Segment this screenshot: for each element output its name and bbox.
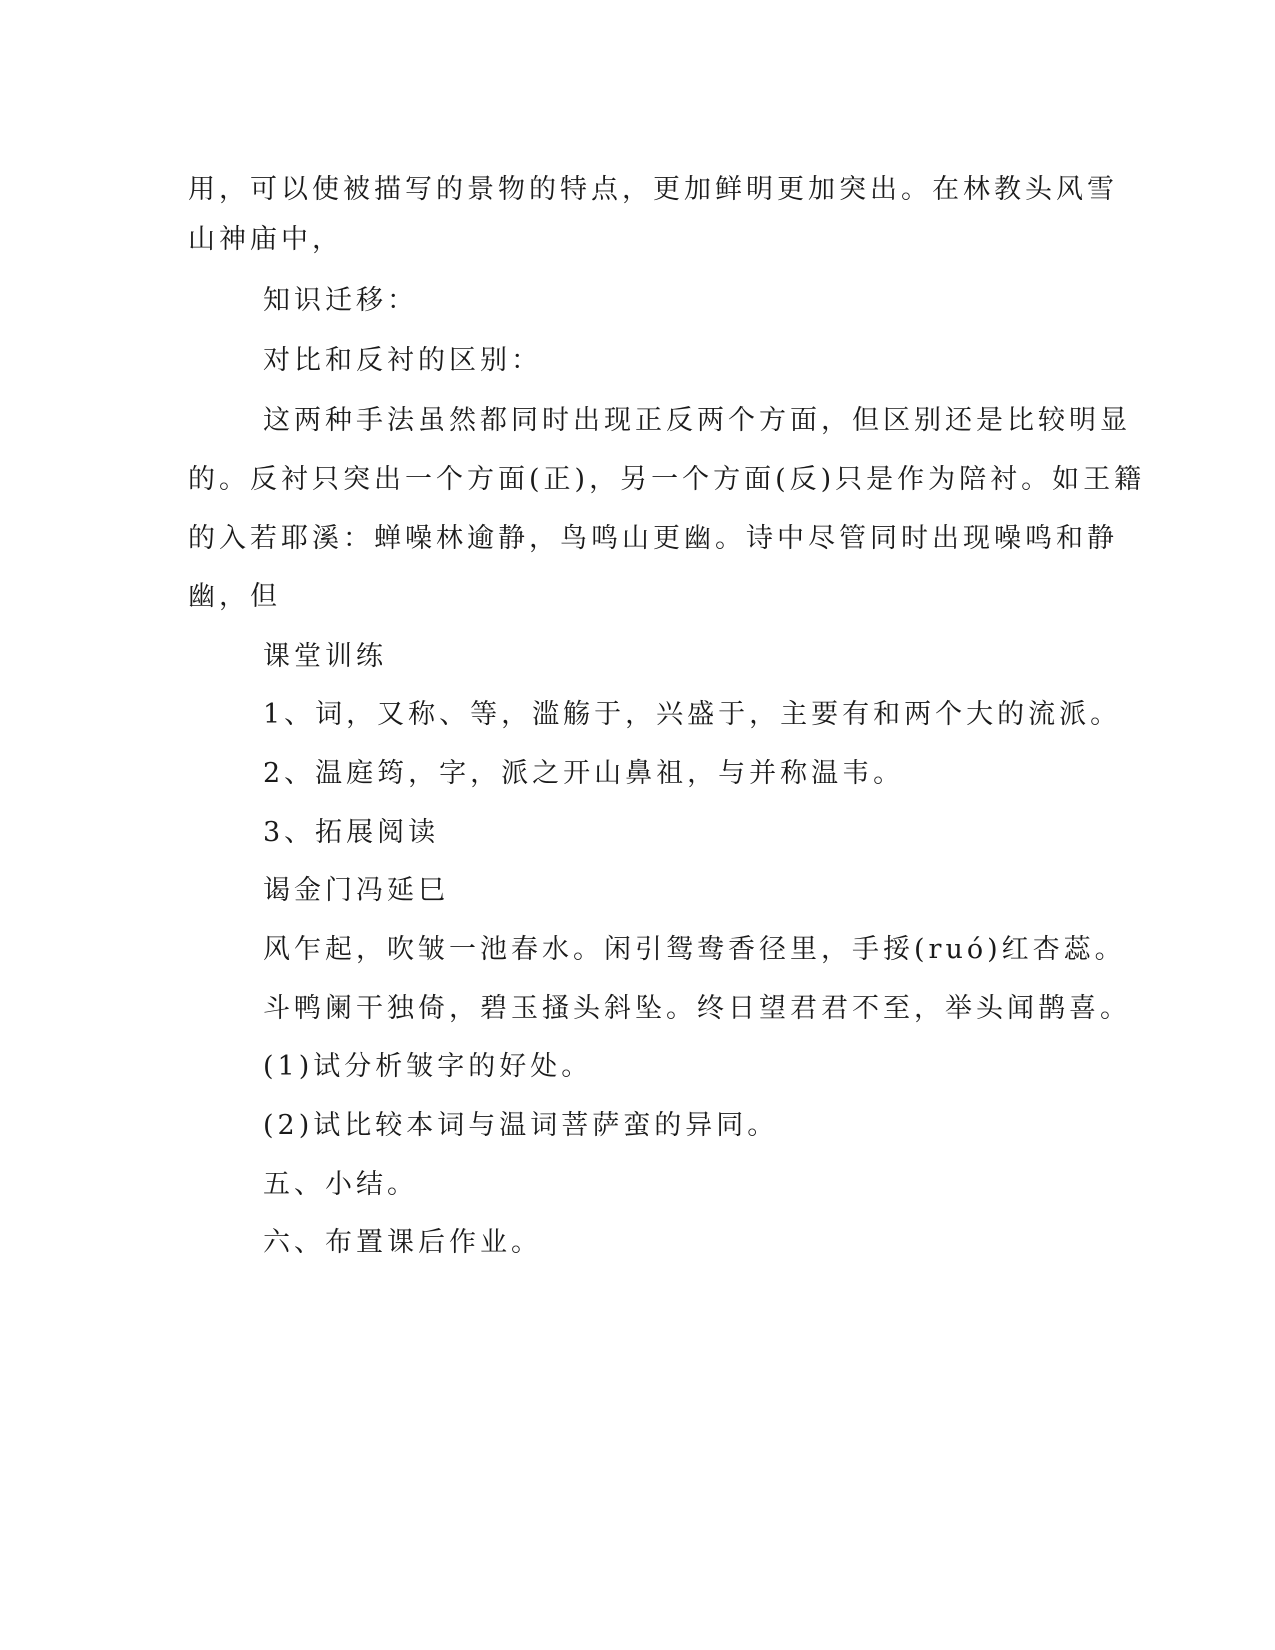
exercise-item: 2、温庭筠，字，派之开山鼻祖，与并称温韦。: [263, 758, 905, 789]
paragraph-line: 这两种手法虽然都同时出现正反两个方面，但区别还是比较明显: [263, 405, 1131, 436]
section-heading: 课堂训练: [263, 641, 387, 672]
paragraph-line: 用，可以使被描写的景物的特点，更加鲜明更加突出。在林教头风雪: [188, 174, 1118, 205]
section-heading: 五、小结。: [263, 1169, 418, 1200]
paragraph-line: 幽，但: [188, 581, 281, 612]
paragraph-line: 的入若耶溪：蝉噪林逾静，鸟鸣山更幽。诗中尽管同时出现噪鸣和静: [188, 523, 1118, 554]
poem-line: 斗鸭阑干独倚，碧玉搔头斜坠。终日望君君不至，举头闻鹊喜。: [263, 993, 1131, 1024]
exercise-item: 1、词，又称、等，滥觞于，兴盛于，主要有和两个大的流派。: [263, 699, 1122, 730]
poem-line: 风乍起，吹皱一池春水。闲引鸳鸯香径里，手挼(ruó)红杏蕊。: [263, 934, 1126, 965]
paragraph-line: 的。反衬只突出一个方面(正)，另一个方面(反)只是作为陪衬。如王籍: [188, 464, 1146, 495]
question-item: (1)试分析皱字的好处。: [263, 1051, 593, 1082]
paragraph-line: 山神庙中，: [188, 224, 343, 255]
section-heading: 对比和反衬的区别：: [263, 345, 542, 376]
poem-title: 谒金门冯延巳: [263, 875, 449, 906]
question-item: (2)试比较本词与温词菩萨蛮的异同。: [263, 1110, 779, 1141]
section-heading: 六、布置课后作业。: [263, 1227, 542, 1258]
exercise-item: 3、拓展阅读: [263, 817, 440, 848]
section-heading: 知识迁移：: [263, 285, 418, 316]
